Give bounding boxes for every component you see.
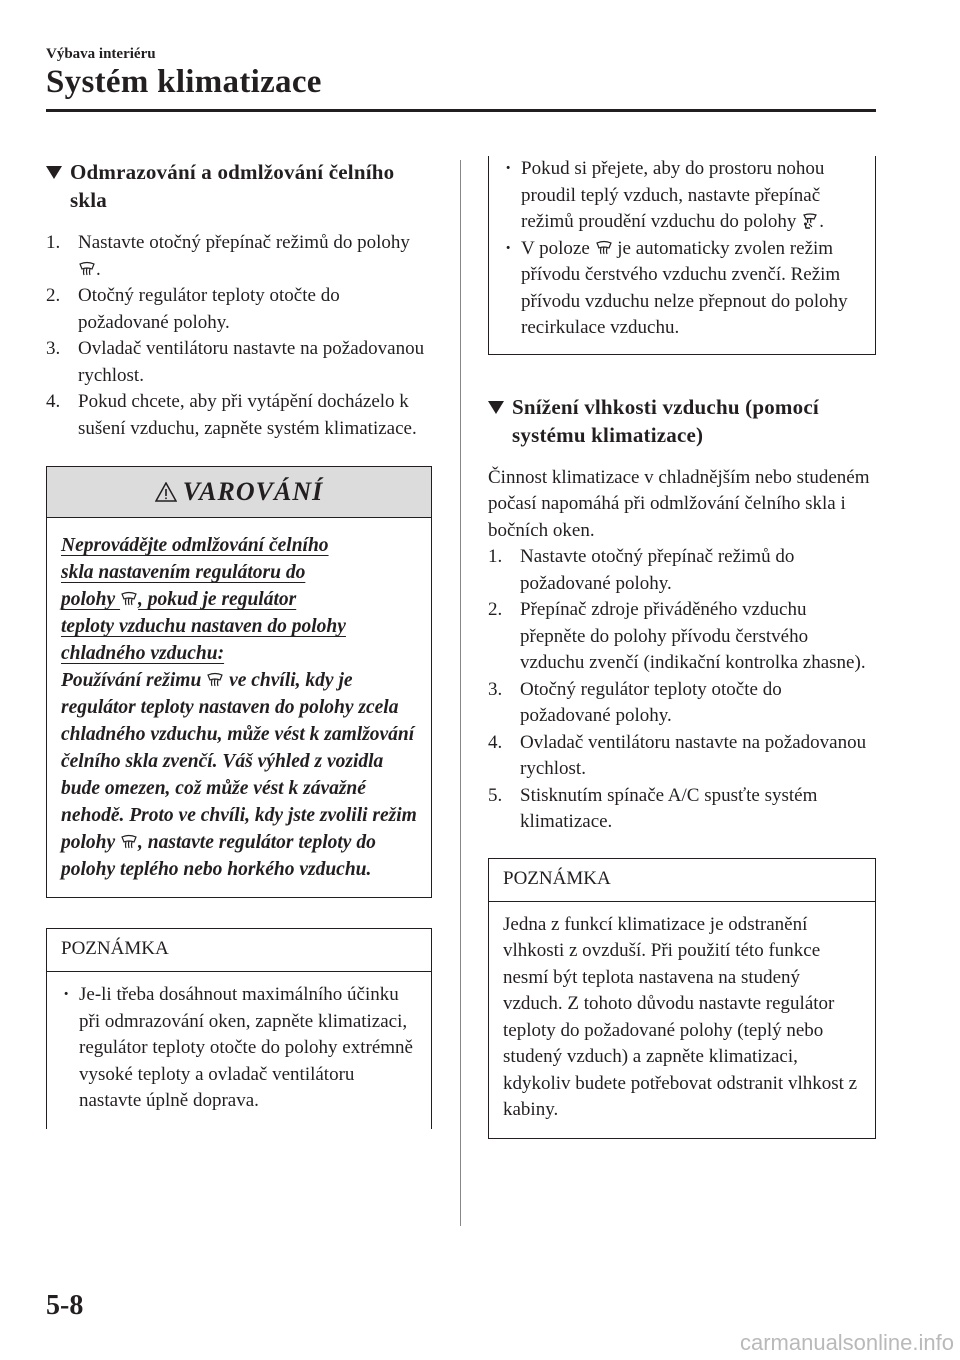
page-number: 5-8 <box>46 1290 84 1321</box>
note-box-continued <box>488 156 876 355</box>
watermark: carmanualsonline.info <box>739 1330 954 1355</box>
page-title: Systém klimatizace <box>46 64 322 100</box>
heading-text: Snížení vlhkosti vzduchu (pomocí systému klimatizace) <box>512 394 819 447</box>
windshield-defrost-icon <box>596 240 612 256</box>
step-number: 3. <box>46 338 61 359</box>
list-item <box>488 677 876 730</box>
step-number: 2. <box>488 599 503 620</box>
windshield-defrost-icon <box>79 261 95 277</box>
section-heading-defrost <box>46 158 432 214</box>
list-item <box>488 597 876 677</box>
note-bullet <box>503 236 861 342</box>
step-text: Nastavte otočný přepínač režimů do požadované polohy. <box>520 546 795 594</box>
warning-text: polohy <box>61 589 121 610</box>
warning-header <box>47 467 431 518</box>
note-body <box>47 972 431 1129</box>
note-bullet <box>503 156 861 236</box>
step-text: Ovladač ventilátoru nastavte na požadovanou rychlost. <box>78 338 425 386</box>
note-title: POZNÁMKA <box>47 929 431 972</box>
warning-body <box>47 518 431 897</box>
step-number: 3. <box>488 678 503 700</box>
floor-defrost-icon <box>802 213 818 229</box>
column-divider <box>460 160 461 1226</box>
windshield-defrost-icon <box>121 834 137 850</box>
warning-text: ve chvíli, kdy je regulátor teploty nastaven do polohy zcela chladného vzduchu, může vést k zamlžování čelního skla zvenčí. Váš výhled z vozidla bude omezen, což může vést k závažné nehodě. Proto ve chvíli, kdy jste zvolili režim polohy <box>61 670 417 853</box>
warning-line: Neprovádějte odmlžování čelního <box>61 535 329 556</box>
defrost-steps <box>46 230 432 442</box>
heading-text: Odmrazování a odmlžování čelního skla <box>70 160 395 212</box>
note-box <box>46 928 432 1129</box>
dehumidify-steps <box>488 544 876 836</box>
list-item <box>46 283 432 336</box>
step-text: Stisknutím spínače A/C spusťte systém klimatizace. <box>520 784 818 832</box>
step-number: 2. <box>46 285 61 306</box>
warning-line <box>61 586 417 613</box>
step-text-end: . <box>96 258 101 280</box>
note-text: V poloze <box>521 237 595 259</box>
note-title: POZNÁMKA <box>489 859 875 902</box>
note-text: je automaticky zvolen režim přívodu čerstvého vzduchu zvenčí. Režim přívodu vzduchu nelze přepnout do polohy recirkulace vzduchu. <box>521 237 848 338</box>
list-item <box>46 336 432 389</box>
note-body: Jedna z funkcí klimatizace je odstranění vlhkosti z ovzduší. Při použití této funkce nesmí být teplota nastavena na studený vzduch. Z tohoto důvodu nastavte regulátor teploty do požadované polohy (teplý nebo studený vzduch) a zapněte klimatizaci, kdykoliv budete potřebovat odstranit vlhkost z kabiny. <box>503 913 858 1120</box>
step-text: Pokud chcete, aby při vytápění docházelo k sušení vzduchu, zapněte systém klimatizace. <box>78 391 417 439</box>
heading-triangle-icon <box>488 401 504 414</box>
list-item <box>488 544 876 597</box>
section-heading-dehumidify <box>488 393 876 449</box>
step-text: Otočný regulátor teploty otočte do požadované polohy. <box>78 285 340 333</box>
warning-text: , pokud je regulátor <box>138 589 297 610</box>
note-body <box>489 156 875 354</box>
left-column <box>46 158 432 1129</box>
windshield-defrost-icon <box>207 672 223 688</box>
note-text: Pokud si přejete, aby do prostoru nohou proudil teplý vzduch, nastavte přepínač režimů proudění vzduchu do polohy <box>521 158 825 232</box>
step-text: Ovladač ventilátoru nastavte na požadovanou rychlost. <box>520 731 867 779</box>
note-box <box>488 858 876 1139</box>
note-bullet: · Je-li třeba dosáhnout maximálního účinku při odmrazování oken, zapněte klimatizaci, regulátor teploty otočte do polohy extrémně vysoké teploty a ovladač ventilátoru nastavte úplně doprava. <box>61 982 417 1115</box>
step-number: 1. <box>488 546 503 567</box>
windshield-defrost-icon <box>121 591 137 607</box>
step-text: Nastavte otočný přepínač režimů do polohy <box>78 232 410 253</box>
section-label: Výbava interiéru <box>46 46 156 62</box>
warning-paragraph <box>61 667 417 883</box>
warning-triangle-icon <box>155 482 177 502</box>
warning-box <box>46 466 432 898</box>
warning-title: VAROVÁNÍ <box>182 477 324 506</box>
list-item <box>488 730 876 783</box>
step-number: 4. <box>488 731 503 753</box>
warning-line: skla nastavením regulátoru do <box>61 562 306 583</box>
list-item <box>46 389 432 442</box>
step-text: Přepínač zdroje přiváděného vzduchu přepněte do polohy přívodu čerstvého vzduchu zvenčí (indikační kontrolka zhasne). <box>520 599 866 673</box>
list-item <box>488 783 876 836</box>
note-text: . <box>819 211 824 232</box>
step-text: Otočný regulátor teploty otočte do požadované polohy. <box>520 678 782 726</box>
warning-line: chladného vzduchu: <box>61 643 225 664</box>
title-rule <box>46 109 876 112</box>
right-column <box>488 158 876 1139</box>
step-number: 1. <box>46 232 61 253</box>
warning-line: teploty vzduchu nastaven do polohy <box>61 616 346 637</box>
intro-paragraph: Činnost klimatizace v chladnějším nebo studeném počasí napomáhá při odmlžování čelního skla i bočních oken. <box>488 466 870 541</box>
step-number: 4. <box>46 391 61 412</box>
heading-triangle-icon <box>46 166 62 179</box>
warning-text: , nastavte regulátor teploty do polohy teplého nebo horkého vzduchu. <box>61 832 376 880</box>
warning-text: Používání režimu <box>61 670 207 691</box>
step-number: 5. <box>488 784 503 806</box>
list-item <box>46 230 432 283</box>
